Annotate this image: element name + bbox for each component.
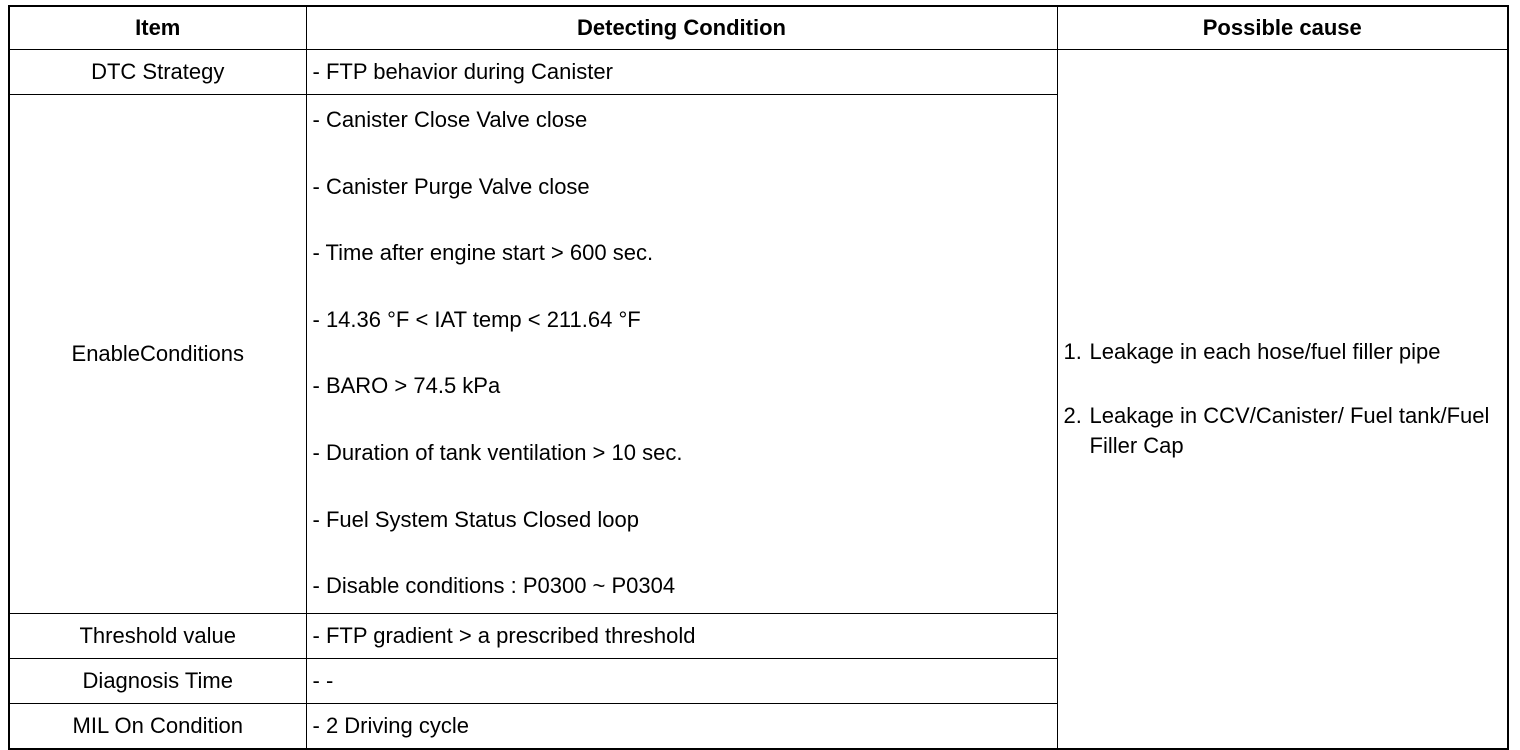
cause-text: Leakage in each hose/fuel filler pipe — [1089, 339, 1441, 365]
cause-number: 1. — [1063, 339, 1082, 365]
row-dtc-strategy — [9, 50, 1508, 95]
item-diagnosis-time: Diagnosis Time — [9, 659, 306, 704]
header-item: Item — [9, 6, 306, 50]
condition-diagnosis-time: - - — [306, 659, 1057, 704]
enable-condition: - Fuel System Status Closed loop — [312, 506, 639, 532]
enable-condition: - Duration of tank ventilation > 10 sec. — [312, 439, 683, 465]
header-detecting-condition: Detecting Condition — [306, 6, 1057, 50]
header-row — [9, 6, 1508, 50]
cause-text: Leakage in CCV/Canister/ Fuel tank/Fuel Filler Cap — [1089, 403, 1490, 459]
item-dtc-strategy: DTC Strategy — [9, 50, 306, 95]
enable-condition: - BARO > 74.5 kPa — [312, 373, 501, 399]
enable-condition: - Canister Purge Valve close — [312, 173, 590, 199]
enable-condition: - Canister Close Valve close — [312, 107, 588, 132]
condition-dtc-strategy: - FTP behavior during Canister — [306, 50, 1057, 95]
item-mil-on-condition: MIL On Condition — [9, 704, 306, 750]
item-enable-conditions: EnableConditions — [9, 95, 306, 614]
enable-condition: - 14.36 °F < IAT temp < 211.64 °F — [312, 306, 641, 332]
condition-threshold-value: - FTP gradient > a prescribed threshold — [306, 614, 1057, 659]
header-possible-cause: Possible cause — [1057, 6, 1508, 50]
possible-cause-cell — [1057, 50, 1508, 750]
item-threshold-value: Threshold value — [9, 614, 306, 659]
cause-number: 2. — [1063, 403, 1082, 429]
possible-cause-item — [1064, 401, 1504, 461]
enable-conditions-list — [313, 99, 1057, 613]
enable-conditions-cell — [306, 95, 1057, 614]
possible-cause-item — [1064, 337, 1504, 367]
enable-condition: - Disable conditions : P0300 ~ P0304 — [312, 573, 676, 599]
enable-condition: - Time after engine start > 600 sec. — [312, 240, 654, 266]
possible-cause-list — [1064, 337, 1504, 461]
dtc-table — [8, 5, 1509, 750]
condition-mil-on-condition: - 2 Driving cycle — [306, 704, 1057, 750]
